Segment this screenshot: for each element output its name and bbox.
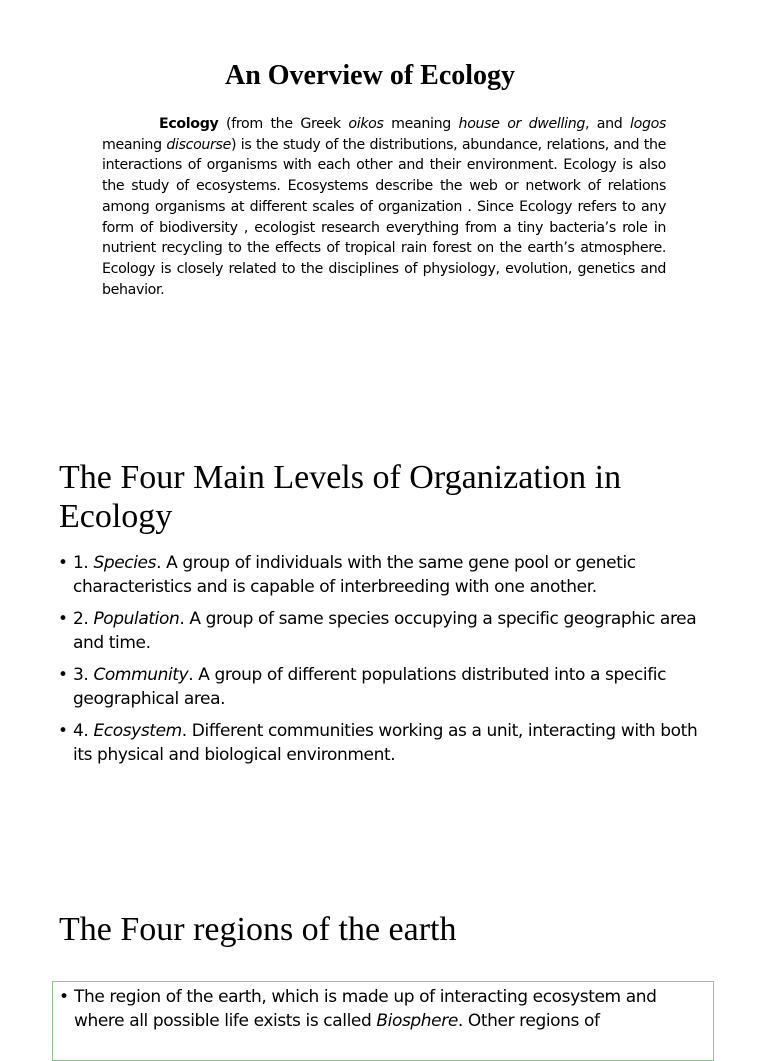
paragraph-text: , and (585, 116, 631, 132)
list-item (59, 985, 709, 1033)
item-term: Ecosystem (93, 721, 182, 741)
slide-regions (0, 900, 768, 1031)
bullet-icon: • (58, 553, 68, 573)
paragraph-text: meaning (383, 116, 459, 132)
list-item (58, 551, 718, 599)
list-item (58, 607, 718, 655)
item-number: 2. (73, 609, 94, 629)
term-discourse: discourse (166, 136, 231, 153)
intro-paragraph (102, 114, 666, 300)
item-term: Population (93, 609, 180, 629)
slide-levels (0, 440, 768, 860)
levels-list (58, 551, 718, 775)
term-oikos: oikos (348, 116, 384, 132)
paragraph-text: meaning (102, 136, 167, 153)
bullet-icon: • (58, 609, 68, 629)
regions-list (59, 985, 709, 1041)
list-item (58, 719, 718, 767)
item-text: . Other regions of (457, 1011, 600, 1031)
bullet-icon: • (58, 665, 68, 685)
item-term: Species (93, 553, 157, 573)
item-text: . A group of different populations distributed into a specific geographical area. (73, 665, 667, 709)
item-text: The region of the earth, which is made up of interacting ecosystem and where all possible life exists is called (74, 987, 657, 1031)
regions-heading: The Four regions of the earth (59, 911, 457, 948)
page-title: An Overview of Ecology (224, 60, 516, 91)
item-term: Biosphere (376, 1011, 458, 1031)
bullet-icon: • (59, 987, 69, 1007)
item-number: 1. (73, 553, 94, 573)
item-number: 3. (73, 665, 94, 685)
term-ecology: Ecology (159, 116, 219, 132)
levels-heading: The Four Main Levels of Organization in Ecology (59, 459, 622, 535)
item-text: . A group of individuals with the same gene pool or genetic characteristics and is capable of interbreeding with one another. (73, 553, 636, 597)
term-house: house or dwelling (458, 116, 585, 132)
bullet-icon: • (58, 721, 68, 741)
paragraph-text: (from the Greek (218, 116, 349, 132)
paragraph-text: ) is the study of the distributions, abundance, relations, and the interactions of organisms with each other and their environment. Ecology is also the study of ecosystems. Ecosystems describe the web or network of relations among organisms at different scales of organization . Since Ecology refers to any form of biodiversity , ecologist research everything from a tiny bacteria’s role in nutrient recycling to the effects of tropical rain forest on the earth’s atmosphere. Ecology is closely related to the disciplines of physiology, evolution, genetics and behavior. (102, 136, 667, 298)
item-text: . Different communities working as a unit, interacting with both its physical and biological environment. (73, 721, 698, 765)
list-item (58, 663, 718, 711)
item-term: Community (93, 665, 189, 685)
regions-text-box (52, 981, 714, 1061)
item-text: . A group of same species occupying a specific geographic area and time. (73, 609, 697, 653)
slide-overview (0, 0, 768, 420)
term-logos: logos (630, 116, 666, 132)
item-number: 4. (73, 721, 94, 741)
